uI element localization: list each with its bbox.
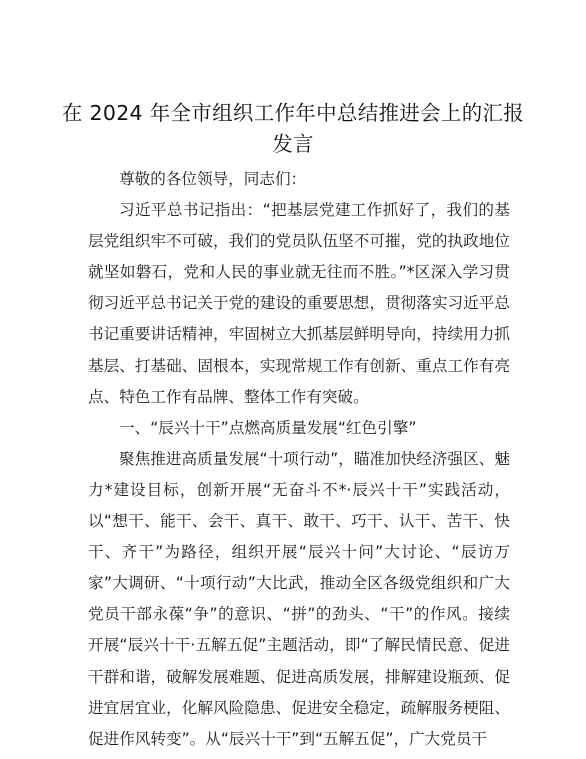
salutation: 尊敬的各位领导，同志们： [119,170,307,188]
paragraph-section-1: 聚焦推进高质量发展“十项行动”，瞄准加快经济强区、魅力*建设目标，创新开展“无奋斗不*·辰兴十干”实践活动，以“想干、能干、会干、真干、敢干、巧干、认干、苦干、快干、齐干”为路径，组织开展“辰兴十问”大讨论、“辰访万家”大调研、“十项行动”大比武，推动全区各级党组织和广大党员干部永葆“争”的意识、“拼”的劲头、“干”的作风。接续开展“辰兴十干·五解五促”主题活动，即“了解民情民意、促进干群和谐，破解发展难题、促进高质发展，排解建设瓶颈、促进宜居宜业，化解风险隐患、促进安全稳定，疏解服务梗阻、促进作风转变”。从“辰兴十干”到“五解五促”，广大党员干 [88,449,510,748]
document-title: 在 2024 年全市组织工作年中总结推进会上的汇报发言 [61,101,525,156]
section-heading-1: 一、“辰兴十干”点燃高质量发展“红色引擎” [119,418,417,437]
paragraph-intro: 习近平总书记指出：“把基层党建工作抓好了，我们的基层党组织牢不可破，我们的党员队伍坚不可摧，党的执政地位就坚如磐石，党和人民的事业就无往而不胜。”*区深入学习贯彻习近平总书记关于党的建设的重要思想，贯彻落实习近平总书记重要讲话精神，牢固树立大抓基层鲜明导向，持续用力抓基层、打基础、固根本，实现常规工作有创新、重点工作有亮点、特色工作有品牌、整体工作有突破。 [88,201,510,406]
document-body [88,164,510,755]
